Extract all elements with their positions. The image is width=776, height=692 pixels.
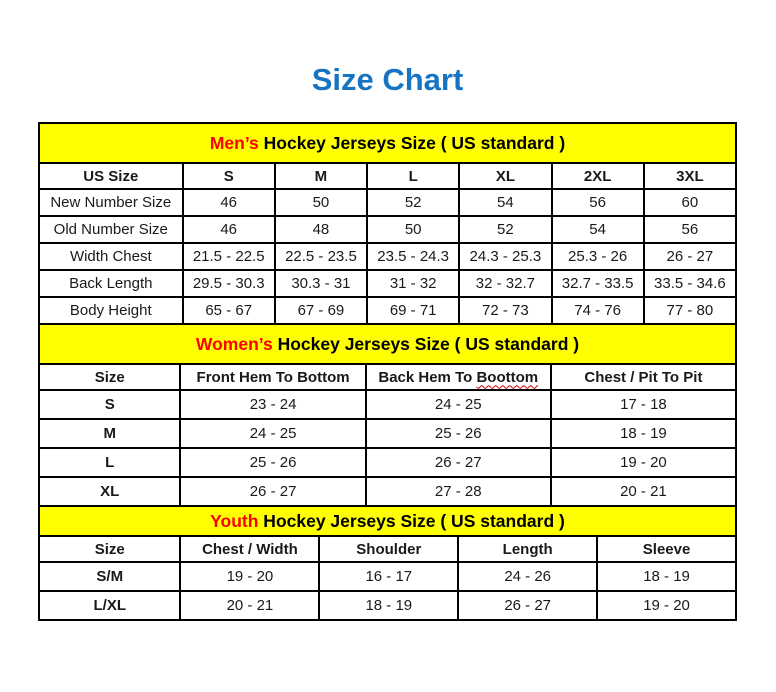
mens-section-banner: [39, 123, 736, 163]
banner-highlight: Youth: [210, 510, 259, 531]
table-row: [39, 390, 736, 419]
row-label: M: [39, 419, 180, 448]
table-cell: 27 - 28: [366, 477, 551, 506]
table-cell: 46: [183, 189, 275, 216]
banner-text: Hockey Jerseys Size ( US standard ): [258, 132, 566, 153]
table-cell: 23.5 - 24.3: [367, 243, 459, 270]
row-label: S: [39, 390, 180, 419]
column-header: Chest / Pit To Pit: [551, 364, 736, 390]
table-row: [39, 216, 736, 243]
row-label: New Number Size: [39, 189, 183, 216]
table-row: [39, 297, 736, 324]
womens-section-banner: [39, 324, 736, 364]
table-row: [39, 591, 736, 620]
header-text: Back Hem To: [378, 368, 477, 386]
table-cell: 18 - 19: [551, 419, 736, 448]
table-cell: 29.5 - 30.3: [183, 270, 275, 297]
table-cell: 46: [183, 216, 275, 243]
table-cell: 22.5 - 23.5: [275, 243, 367, 270]
page-title: Size Chart: [311, 62, 464, 97]
banner-text: Hockey Jerseys Size ( US standard ): [272, 333, 580, 354]
misspelled-word: Boottom: [476, 368, 539, 386]
youth-size-table: [38, 505, 737, 621]
row-label: Back Length: [39, 270, 183, 297]
column-header: L: [367, 163, 459, 189]
column-header: 3XL: [644, 163, 736, 189]
column-header: Chest / Width: [180, 536, 319, 562]
table-cell: 65 - 67: [183, 297, 275, 324]
table-cell: 72 - 73: [459, 297, 551, 324]
column-header: Size: [39, 536, 180, 562]
row-label: XL: [39, 477, 180, 506]
table-cell: 25 - 26: [366, 419, 551, 448]
row-label: S/M: [39, 562, 180, 591]
womens-size-table: [38, 323, 737, 507]
column-header: Shoulder: [319, 536, 458, 562]
table-row: [39, 562, 736, 591]
column-header: US Size: [39, 163, 183, 189]
column-header: Front Hem To Bottom: [180, 364, 365, 390]
table-row: [39, 189, 736, 216]
table-cell: 77 - 80: [644, 297, 736, 324]
youth-header-row: [39, 536, 736, 562]
column-header: [366, 364, 551, 390]
table-row: [39, 243, 736, 270]
row-label: Width Chest: [39, 243, 183, 270]
table-cell: 74 - 76: [552, 297, 644, 324]
table-cell: 54: [459, 189, 551, 216]
table-cell: 56: [552, 189, 644, 216]
size-chart: [38, 122, 737, 621]
table-cell: 26 - 27: [458, 591, 597, 620]
banner-text: Hockey Jerseys Size ( US standard ): [258, 510, 565, 531]
youth-section-banner: [39, 506, 736, 536]
table-cell: 24 - 25: [366, 390, 551, 419]
table-cell: 21.5 - 22.5: [183, 243, 275, 270]
column-header: 2XL: [552, 163, 644, 189]
table-row: [39, 270, 736, 297]
table-cell: 52: [367, 189, 459, 216]
banner-highlight: Women’s: [195, 333, 273, 354]
table-row: [39, 419, 736, 448]
table-cell: 48: [275, 216, 367, 243]
table-cell: 20 - 21: [180, 591, 319, 620]
table-cell: 69 - 71: [367, 297, 459, 324]
column-header: Size: [39, 364, 180, 390]
table-cell: 30.3 - 31: [275, 270, 367, 297]
table-cell: 25.3 - 26: [552, 243, 644, 270]
table-cell: 16 - 17: [319, 562, 458, 591]
table-cell: 19 - 20: [597, 591, 736, 620]
youth-banner-row: [39, 506, 736, 536]
table-row: [39, 477, 736, 506]
column-header: XL: [459, 163, 551, 189]
banner-highlight: Men’s: [209, 132, 259, 153]
table-cell: 23 - 24: [180, 390, 365, 419]
table-row: [39, 448, 736, 477]
table-cell: 18 - 19: [597, 562, 736, 591]
table-cell: 26 - 27: [644, 243, 736, 270]
table-cell: 26 - 27: [366, 448, 551, 477]
table-cell: 56: [644, 216, 736, 243]
table-cell: 54: [552, 216, 644, 243]
mens-banner-row: [39, 123, 736, 163]
table-cell: 24 - 25: [180, 419, 365, 448]
table-cell: 52: [459, 216, 551, 243]
table-cell: 20 - 21: [551, 477, 736, 506]
table-cell: 50: [275, 189, 367, 216]
column-header: Sleeve: [597, 536, 736, 562]
mens-header-row: [39, 163, 736, 189]
table-cell: 19 - 20: [551, 448, 736, 477]
table-cell: 50: [367, 216, 459, 243]
row-label: L: [39, 448, 180, 477]
row-label: Body Height: [39, 297, 183, 324]
table-cell: 32 - 32.7: [459, 270, 551, 297]
table-cell: 18 - 19: [319, 591, 458, 620]
table-cell: 17 - 18: [551, 390, 736, 419]
table-cell: 25 - 26: [180, 448, 365, 477]
table-cell: 31 - 32: [367, 270, 459, 297]
row-label: L/XL: [39, 591, 180, 620]
table-cell: 67 - 69: [275, 297, 367, 324]
table-cell: 24 - 26: [458, 562, 597, 591]
table-cell: 33.5 - 34.6: [644, 270, 736, 297]
womens-header-row: [39, 364, 736, 390]
table-cell: 19 - 20: [180, 562, 319, 591]
womens-banner-row: [39, 324, 736, 364]
row-label: Old Number Size: [39, 216, 183, 243]
table-cell: 60: [644, 189, 736, 216]
table-cell: 32.7 - 33.5: [552, 270, 644, 297]
table-cell: 26 - 27: [180, 477, 365, 506]
column-header: Length: [458, 536, 597, 562]
column-header: M: [275, 163, 367, 189]
column-header: S: [183, 163, 275, 189]
mens-size-table: [38, 122, 737, 325]
table-cell: 24.3 - 25.3: [459, 243, 551, 270]
